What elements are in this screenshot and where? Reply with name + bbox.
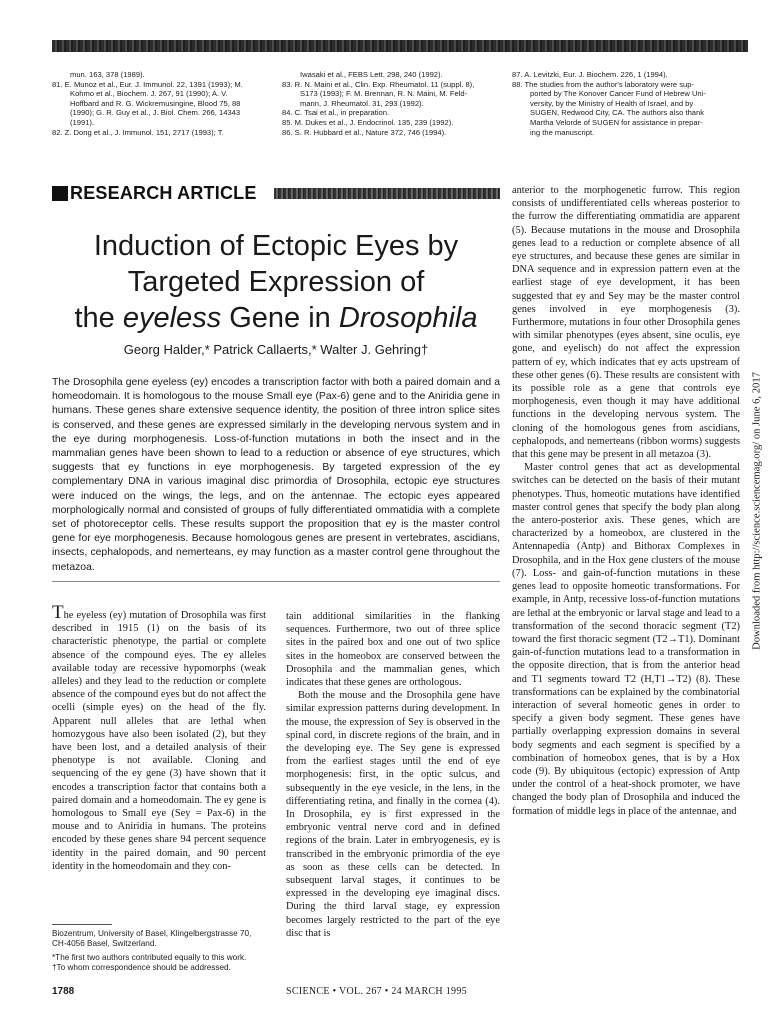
reference-line: (1990); G. R. Guy et al., J. Biol. Chem. 266, 14343 — [70, 108, 241, 118]
paragraph-text: he eyeless (ey) mutation of Drosophila was first described in 1915 (1) on the basis of its characteristic phenotype, the partial or complete absence of the compound eyes. The ey alleles available today are recessive hypomorphs (weak alleles) and they lead to the reduction or complete absence of the compound eyes but do not affect the ocelli (simple eyes) on the head of the fly. Apparent null alleles that are lethal when homozygous have also been isolated (2), but they have been lost, and a detailed analysis of their phenotype is not available. Cloning and sequencing of the ey gene (3) have shown that it encodes a transcription factor that contains both a paired domain and a homeodomain. The ey gene is homologous to Small eye (Sey = Pax-6) in the mouse and to Aniridia in humans. The proteins encoded by these genes share 94 percent sequence identity in the paired domain, and 90 percent identity in the homeodomain and they con- — [52, 610, 266, 872]
reference-line: 87. A. Levitzki, Eur. J. Biochem. 226, 1 (1994). — [512, 70, 668, 79]
abstract — [52, 376, 500, 582]
journal-citation: SCIENCE • VOL. 267 • 24 MARCH 1995 — [286, 986, 467, 997]
section-banner — [52, 182, 500, 206]
reference-line: ported by The Konover Cancer Fund of Hebrew Uni- — [530, 89, 706, 99]
reference-list-col2 — [282, 70, 508, 137]
footnote-rule — [52, 924, 112, 925]
reference-line: S173 (1993); F. M. Brennan, R. N. Maini, M. Feld- — [300, 89, 468, 99]
body-column-3 — [512, 184, 740, 818]
section-rule — [274, 188, 500, 199]
reference-line: 88. The studies from the author's laboratory were sup- — [512, 79, 694, 89]
affiliation: Biozentrum, University of Basel, Klingelbergstrasse 70, CH-4056 Basel, Switzerland. — [52, 929, 252, 948]
abstract-divider — [52, 581, 500, 582]
title-line: Induction of Ectopic Eyes by — [93, 230, 459, 262]
title-text: Gene in — [221, 302, 339, 334]
header-rule — [52, 40, 748, 52]
title-line — [52, 300, 500, 336]
title-organism: Drosophila — [338, 302, 478, 334]
reference-line: 81. E. Munoz et al., Eur. J. Immunol. 22, 1391 (1993); M. — [52, 79, 243, 89]
reference-line: (1991). — [70, 117, 95, 127]
title-text: the — [74, 302, 123, 334]
article-title — [52, 228, 500, 336]
reference-line: Hoffbard and R. G. Wickremusingine, Blood 75, 88 — [70, 98, 241, 108]
reference-line: Martha Velorde of SUGEN for assistance in prepar- — [530, 117, 703, 127]
body-paragraph: tain additional similarities in the flanking sequences. Furthermore, two out of three splice sites in the paired box and one out of two splice sites in the homeobox are conserved between the Drosophila and the mammalian genes, which indicates that these genes are orthologous. — [286, 611, 500, 689]
reference-line: 85. M. Dukes et al., J. Endocrinol. 135, 239 (1992). — [282, 117, 454, 127]
body-paragraph: anterior to the morphogenetic furrow. This region consists of undifferentiated cells whereas posterior to the furrow the differentiating ommatidia are apparent (5). Because mutations in the mouse and Drosophila genes lead to a reduction or complete absence of all eye structures, and because these genes are similar in DNA sequence and in expression pattern even at the earliest stage of eye development, it has been suggested that ey and Sey may be the master control genes involved in eye morphogenesis (3). Furthermore, mutations in four other Drosophila genes with similar phenotypes (eyes absent, sine oculis, eye gone, and eyelisch) do not affect the expression pattern of ey, which indicates that ey acts upstream of these other genes (6). These results are consistent with its possible role as a gene that controls eye morphogenesis, even though it may have additional functions in the developing nervous system. The cloning of the homologous genes from ascidians, cephalopods, and nemerteans (ribbon worms) suggests that this gene may be present in all metazoa (3). — [512, 185, 740, 461]
reference-line: 86. S. R. Hubbard et al., Nature 372, 746 (1994). — [282, 127, 447, 137]
reference-line: Iwasaki et al., FEBS Lett. 298, 240 (1992). — [300, 70, 443, 79]
title-line: Targeted Expression of — [127, 266, 425, 298]
footnote-equal-contribution: *The first two authors contributed equally to this work. — [52, 953, 247, 962]
abstract-text: The Drosophila gene eyeless (ey) encodes a transcription factor with both a paired domain and a homeodomain. It is homologous to the mouse Small eye (Pax-6) gene and to the Aniridia gene in humans. These genes share extensive sequence identity, the position of three intron splice sites is conserved, and these genes are expressed similarly in the developing nervous system and in the eye during morphogenesis. Loss-of-function mutations in both the insect and in the mammalian genes have been shown to lead to a reduction or absence of eye structures, which suggests that ey functions in eye morphogenesis. By targeted expression of the ey complementary DNA in various imaginal disc primordia of Drosophila, ectopic eye structures were induced on the wings, the legs, and on the antennae. The ectopic eyes appeared morphologically normal and consisted of groups of fully differentiated ommatidia with a complete set of photoreceptor cells. These results support the proposition that ey is the master control gene for eye morphogenesis. Because homologous genes are present in vertebrates, ascidians, insects, cephalopods, and nemerteans, ey may function as a master control gene throughout the metazoa. — [52, 377, 500, 573]
section-marker — [52, 186, 68, 201]
reference-line: ing the manuscript. — [530, 127, 595, 137]
footnote-correspondence: †To whom correspondence should be addressed. — [52, 963, 231, 972]
reference-line: versity, by the Ministry of Health of Israel, and by — [530, 98, 694, 108]
reference-line: SUGEN, Redwood City, CA. The authors also thank — [530, 108, 705, 118]
reference-line: mun. 163, 378 (1989). — [70, 70, 145, 79]
body-paragraph: Master control genes that act as developmental switches can be detected on the basis of their mutant phenotypes. Thus, homeotic mutations have identified master control genes that specify the body plan along the antero-posterior axis. These genes, which are characterized by a homeobox, are clustered in the Antennapedia (Antp) and Bithorax Complexes in Drosophila, and in the Hox gene clusters of the mouse (7). Loss- and gain-of-function mutations in these genes lead to opposite homeotic transformations. For example, in Antp, recessive loss-of-function mutations are lethal at the embryonic or larval stage and lead to a transformation of the second thoracic segment (T2) toward the first thoracic segment (T2→T1). Dominant gain-of-function mutations lead to a transformation in the opposite direction, that is from the anterior head and T1 segments toward T2 (H,T1→T2) (8). These transformations can be explained by the combinatorial interaction of several homeotic genes in order to specify a given body segment. These genes have partially overlapping expression domains in several body segments and each segment is specified by a combination of homeobox genes, that is by a Hox code (9). By ubiquitous (ectopic) expression of Antp under the control of a heat-shock promoter, we have changed the body plan of Drosophila and induced the formation of middle legs in place of the antennae, and — [512, 462, 740, 817]
drop-cap: T — [52, 602, 64, 623]
download-note: Downloaded from http://science.sciencemag.org/ on June 6, 2017 — [751, 372, 763, 650]
reference-line: Kohmo et al., Biochem. J. 267, 91 (1990); A. V. — [70, 89, 228, 99]
author-list: Georg Halder,* Patrick Callaerts,* Walter J. Gehring† — [123, 342, 429, 357]
body-paragraph: Both the mouse and the Drosophila gene have similar expression patterns during development. In the mouse, the expression of Sey is observed in the spinal cord, in discrete regions of the brain, and in the developing eye. The Sey gene is expressed from the earliest stages until the end of eye morphogenesis: first, in the optic sulcus, and subsequently in the eye vesicle, in the lens, in the differentiating retina, and finally in the cornea (4). In Drosophila, ey is first expressed in the embryonic ventral nerve cord and in defined regions of the brain. Later in embryogenesis, ey is transcribed in the embryonic primordia of the eye as soon as these cells can be detected. In subsequent larval stages, it continues to be expressed in the developing eye imaginal discs. During the third larval stage, ey expression becomes largely restricted to the part of the eye disc that is — [286, 690, 500, 939]
reference-list-col1 — [52, 70, 278, 137]
body-column-1 — [52, 602, 266, 873]
reference-line: 82. Z. Dong et al., J. Immunol. 151, 2717 (1993); T. — [52, 127, 224, 137]
reference-list-col3 — [512, 70, 748, 137]
body-column-2 — [286, 610, 500, 940]
reference-line: 84. C. Tsai et al., in preparation. — [282, 108, 390, 118]
reference-line: mann, J. Rheumatol. 31, 293 (1992). — [300, 98, 424, 108]
section-label: RESEARCH ARTICLE — [70, 183, 257, 203]
title-gene-name: eyeless — [122, 302, 222, 334]
body-paragraph — [52, 602, 266, 873]
page-number: 1788 — [52, 986, 75, 997]
affiliation-block — [52, 924, 266, 973]
reference-line: 83. R. N. Maini et al., Clin. Exp. Rheumatol. 11 (suppl. 8), — [282, 79, 475, 89]
